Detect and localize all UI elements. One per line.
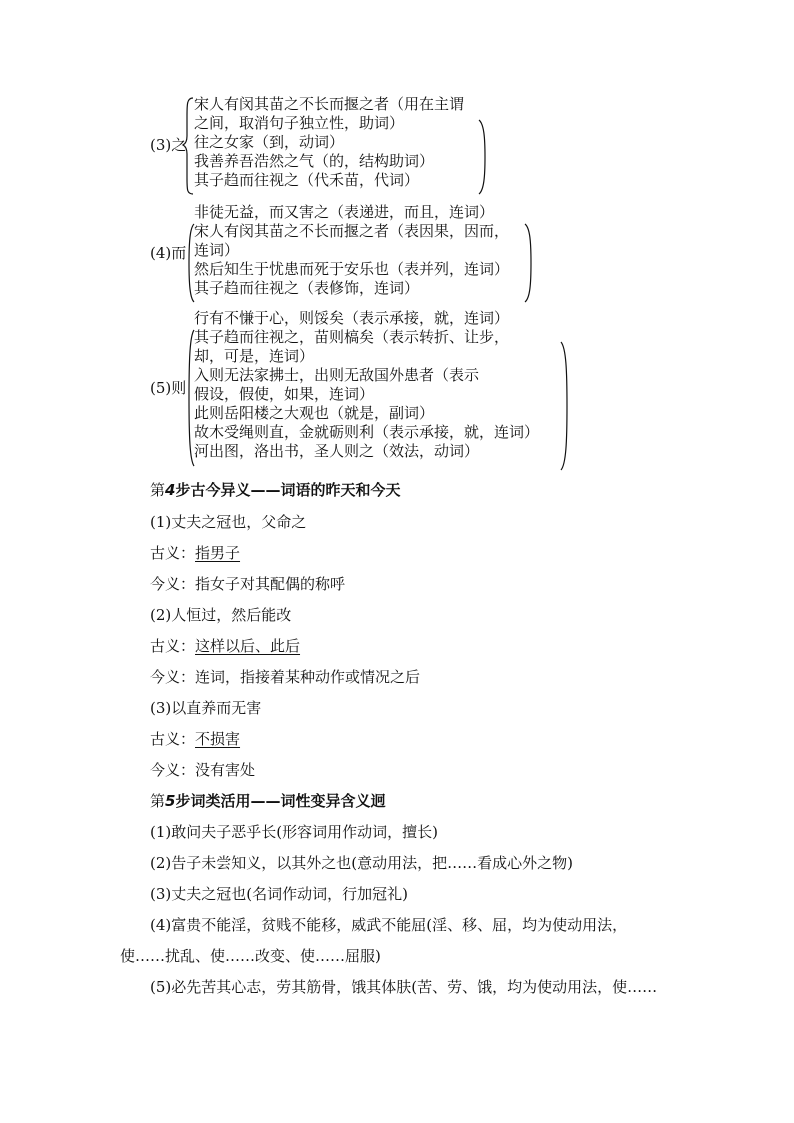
entry-line: 故木受绳则直，金就砺则利（表示承接，就，连词） [194, 423, 540, 441]
entry-line: 我善养吾浩然之气（的，结构助词） [194, 152, 435, 170]
ancient-value: 这样以后、此后 [195, 637, 301, 655]
right-bracket [524, 222, 534, 304]
usage-item: (5)必先苦其心志，劳其筋骨，饿其体肤(苦、劳、饿，均为使动用法，使…… [150, 978, 658, 996]
heading-prefix: 第 [150, 792, 166, 810]
heading-prefix: 第 [150, 481, 166, 499]
modern-label: 今义： [150, 575, 196, 593]
modern-label: 今义： [150, 668, 196, 686]
entry-line: 其子趋而往视之（表修饰，连词） [194, 279, 420, 297]
step-title: 步词类活用——词性变异含义迥 [175, 792, 386, 810]
entry-line: 河出图，洛出书，圣人则之（效法，动词） [194, 442, 480, 460]
group-label: (5)则 [150, 379, 187, 397]
entry-line: 却，可是，连词） [194, 347, 315, 365]
step-title: 步古今异义——词语的昨天和今天 [175, 481, 401, 499]
modern-meaning [150, 760, 255, 780]
group-label: (4)而 [150, 244, 187, 262]
ancient-value: 不损害 [195, 730, 241, 748]
entry-line: 假设，假使，如果，连词） [194, 385, 375, 403]
ancient-label: 古义： [150, 730, 196, 748]
entry-line: 其子趋而往视之，苗则槁矣（表示转折、让步， [194, 328, 510, 346]
step5-heading [150, 791, 385, 811]
modern-value: 没有害处 [195, 761, 256, 779]
ancient-meaning [150, 543, 240, 563]
entry-line: 其子趋而往视之（代禾苗，代词） [194, 171, 420, 189]
entry-line: 非徒无益，而又害之（表递进，而且，连词） [194, 203, 495, 221]
right-bracket [560, 340, 570, 472]
usage-item: (4)富贵不能淫，贫贱不能移，威武不能屈(淫、移、屈，均为使动用法， [150, 916, 628, 934]
usage-item: (1)敢问夫子恶乎长(形容词用作动词，擅长) [150, 823, 438, 841]
right-bracket [478, 118, 488, 196]
entry-line: 此则岳阳楼之大观也（就是，副词） [194, 404, 435, 422]
modern-value: 指女子对其配偶的称呼 [195, 575, 346, 593]
usage-item: (3)丈夫之冠也(名词作动词，行加冠礼) [150, 885, 408, 903]
ancient-value: 指男子 [195, 544, 241, 562]
entry-line: 行有不慊于心，则馁矣（表示承接，就，连词） [194, 309, 510, 327]
entry-line: 连词） [194, 241, 240, 259]
group-label: (3)之 [150, 136, 187, 154]
step-number: 5 [165, 792, 176, 810]
term-phrase: (3)以直养而无害 [150, 699, 262, 717]
ancient-meaning [150, 729, 240, 749]
entry-line: 之间，取消句子独立性，助词） [194, 114, 405, 132]
entry-line: 入则无法家拂士，出则无敌国外患者（表示 [194, 366, 480, 384]
entry-line: 宋人有闵其苗之不长而揠之者（表因果，因而， [194, 222, 510, 240]
entry-line: 然后知生于忧患而死于安乐也（表并列，连词） [194, 260, 510, 278]
term-phrase: (1)丈夫之冠也，父命之 [150, 513, 307, 531]
usage-item: (2)告子未尝知义，以其外之也(意动用法，把……看成心外之物) [150, 854, 573, 872]
ancient-label: 古义： [150, 544, 196, 562]
entry-line: 往之女家（到，动词） [194, 133, 345, 151]
term-phrase: (2)人恒过，然后能改 [150, 606, 292, 624]
modern-value: 连词，指接着某种动作或情况之后 [195, 668, 421, 686]
usage-item-continued: 使……扰乱、使……改变、使……屈服) [120, 947, 381, 965]
modern-label: 今义： [150, 761, 196, 779]
step-number: 4 [165, 481, 176, 499]
modern-meaning [150, 574, 345, 594]
ancient-meaning [150, 636, 300, 656]
step4-heading [150, 480, 400, 500]
modern-meaning [150, 667, 420, 687]
ancient-label: 古义： [150, 637, 196, 655]
entry-line: 宋人有闵其苗之不长而揠之者（用在主谓 [194, 95, 465, 113]
